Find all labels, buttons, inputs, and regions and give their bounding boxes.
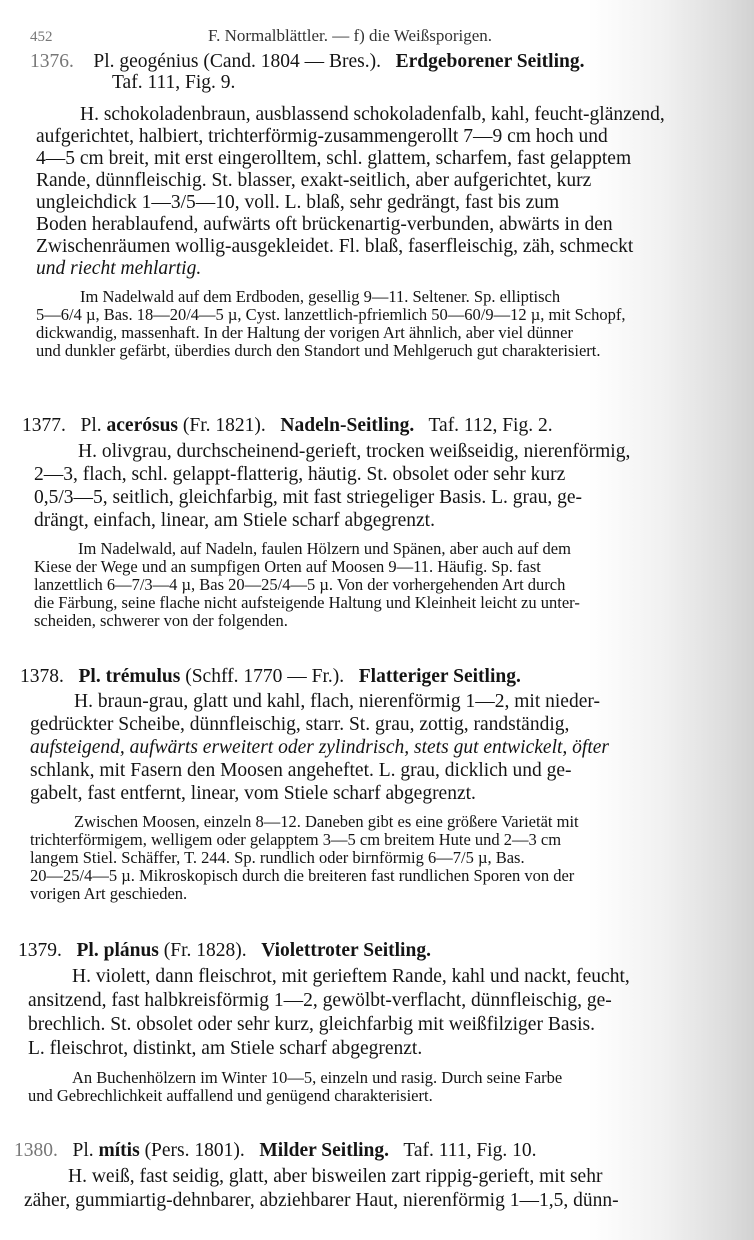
genus: Pl. [78, 666, 101, 687]
description-line: zäher, gummiartig-dehnbarer, abziehbarer Haut, nierenförmig 1—1,5, dünn- [24, 1190, 619, 1211]
note-line: langem Stiel. Schäffer, T. 244. Sp. rundlich oder birnförmig 6—7/5 µ, Bas. [30, 848, 525, 867]
note-line: trichterförmigem, welligem oder gelapptem 3—5 cm breitem Hute und 2—3 cm [30, 830, 562, 849]
note-line: und Gebrechlichkeit auffallend und genügend charakterisiert. [28, 1086, 433, 1105]
description-line: Rande, dünnfleischig. St. blasser, exakt-seitlich, aber aufgerichtet, kurz [36, 170, 592, 191]
description-line: H. violett, dann fleischrot, mit gerieftem Rande, kahl und nackt, feucht, [72, 966, 630, 987]
common-name: Violettroter Seitling. [261, 940, 431, 961]
running-title: F. Normalblättler. — f) die Weißsporigen. [208, 26, 493, 45]
authority: (Cand. 1804 — Bres.). [203, 51, 381, 72]
plate-reference: Taf. 112, Fig. 2. [428, 415, 553, 436]
plate-reference: Taf. 111, Fig. 9. [112, 72, 236, 93]
description-line: ansitzend, fast halbkreisförmig 1—2, gewölbt-verflacht, dünnfleischig, ge- [28, 990, 612, 1011]
page-number: 452 [30, 29, 53, 45]
note-line: Zwischen Moosen, einzeln 8—12. Daneben gibt es eine größere Varietät mit [74, 812, 579, 831]
entry-number: 1380. [14, 1140, 58, 1161]
common-name: Erdgeborener Seitling. [395, 51, 585, 72]
note-line: 5—6/4 µ, Bas. 18—20/4—5 µ, Cyst. lanzettlich-pfriemlich 50—60/9—12 µ, mit Schopf, [36, 305, 626, 324]
authority: (Fr. 1821). [182, 415, 266, 436]
description-line: ungleichdick 1—3/5—10, voll. L. blaß, sehr gedrängt, fast bis zum [36, 192, 560, 213]
genus: Pl. [80, 415, 102, 436]
entry-heading [22, 415, 553, 437]
note-line: Im Nadelwald auf dem Erdboden, gesellig 9—11. Seltener. Sp. elliptisch [80, 287, 561, 306]
note-line: die Färbung, seine flache nicht aufsteigende Haltung und Kleinheit leicht zu unter- [34, 593, 580, 612]
note-line: und dunkler gefärbt, überdies durch den Standort und Mehlgeruch gut charakterisiert. [36, 341, 601, 360]
description-line: Boden herablaufend, aufwärts oft brückenartig-verbunden, abwärts in den [36, 214, 613, 235]
description-line: schlank, mit Fasern den Moosen angeheftet. L. grau, dicklich und ge- [30, 760, 572, 781]
common-name: Nadeln-Seitling. [280, 415, 415, 436]
authority: (Schff. 1770 — Fr.). [185, 666, 345, 687]
entry-heading [14, 1140, 536, 1162]
common-name: Milder Seitling. [259, 1140, 390, 1161]
description-line: H. olivgrau, durchscheinend-gerieft, trocken weißseidig, nierenförmig, [78, 441, 631, 462]
common-name: Flatteriger Seitling. [358, 666, 521, 687]
description-line: aufgerichtet, halbiert, trichterförmig-zusammengerollt 7—9 cm hoch und [36, 126, 608, 147]
entry-heading [20, 666, 521, 688]
description-line: L. fleischrot, distinkt, am Stiele scharf abgegrenzt. [28, 1038, 423, 1059]
note-line: 20—25/4—5 µ. Mikroskopisch durch die breiteren fast rundlichen Sporen von der [30, 866, 575, 885]
plate-reference: Taf. 111, Fig. 10. [403, 1140, 537, 1161]
species-name: acerósus [106, 415, 179, 436]
authority: (Pers. 1801). [144, 1140, 245, 1161]
entry-number: 1377. [22, 415, 66, 436]
species-name: trémulus [105, 666, 181, 687]
description-line: 0,5/3—5, seitlich, gleichfarbig, mit fast striegeliger Basis. L. grau, ge- [34, 487, 583, 508]
description-line: 2—3, flach, schl. gelappt-flatterig, häutig. St. obsolet oder sehr kurz [34, 464, 566, 485]
entry-heading [18, 940, 431, 962]
entry-number: 1379. [18, 940, 62, 961]
description-line: H. braun-grau, glatt und kahl, flach, nierenförmig 1—2, mit nieder- [74, 691, 600, 712]
description-line: Zwischenräumen wollig-ausgekleidet. Fl. blaß, faserfleischig, zäh, schmeckt [36, 236, 634, 257]
note-line: dickwandig, massenhaft. In der Haltung der vorigen Art ähnlich, aber viel dünner [36, 323, 573, 342]
species-name: mítis [98, 1140, 140, 1161]
description-line: drängt, einfach, linear, am Stiele scharf abgegrenzt. [34, 510, 435, 531]
genus: Pl. [76, 940, 99, 961]
note-line: lanzettlich 6—7/3—4 µ, Bas 20—25/4—5 µ. Von der vorhergehenden Art durch [34, 575, 566, 594]
note-line: Kiese der Wege und an sumpfigen Orten auf Moosen 9—11. Häufig. Sp. fast [34, 557, 541, 576]
note-line: vorigen Art geschieden. [30, 884, 188, 903]
authority: (Fr. 1828). [163, 940, 247, 961]
description-line: aufsteigend, aufwärts erweitert oder zylindrisch, stets gut entwickelt, öfter [30, 737, 609, 758]
description-line: 4—5 cm breit, mit erst eingerolltem, schl. glattem, scharfem, fast gelapptem [36, 148, 632, 169]
description-line: H. schokoladenbraun, ausblassend schokoladenfalb, kahl, feucht-glänzend, [80, 104, 665, 125]
description-line: H. weiß, fast seidig, glatt, aber bisweilen zart rippig-gerieft, mit sehr [68, 1166, 603, 1187]
note-line: Im Nadelwald, auf Nadeln, faulen Hölzern und Spänen, aber auch auf dem [78, 539, 571, 558]
entry-number: 1378. [20, 666, 64, 687]
genus: Pl. [93, 51, 115, 72]
species-name: plánus [103, 940, 159, 961]
description-line: brechlich. St. obsolet oder sehr kurz, gleichfarbig mit weißfilziger Basis. [28, 1014, 595, 1035]
description-line: gabelt, fast entfernt, linear, vom Stiele scharf abgegrenzt. [30, 783, 476, 804]
description-line: gedrückter Scheibe, dünnfleischig, starr. St. grau, zottig, randständig, [30, 714, 570, 735]
note-line: An Buchenhölzern im Winter 10—5, einzeln und rasig. Durch seine Farbe [72, 1068, 563, 1087]
genus: Pl. [72, 1140, 94, 1161]
note-line: scheiden, schwerer von der folgenden. [34, 611, 288, 630]
entry-number: 1376. [30, 51, 74, 72]
description-line: und riecht mehlartig. [36, 258, 202, 279]
species-name: geogénius [119, 51, 199, 72]
entry-heading [30, 51, 584, 73]
